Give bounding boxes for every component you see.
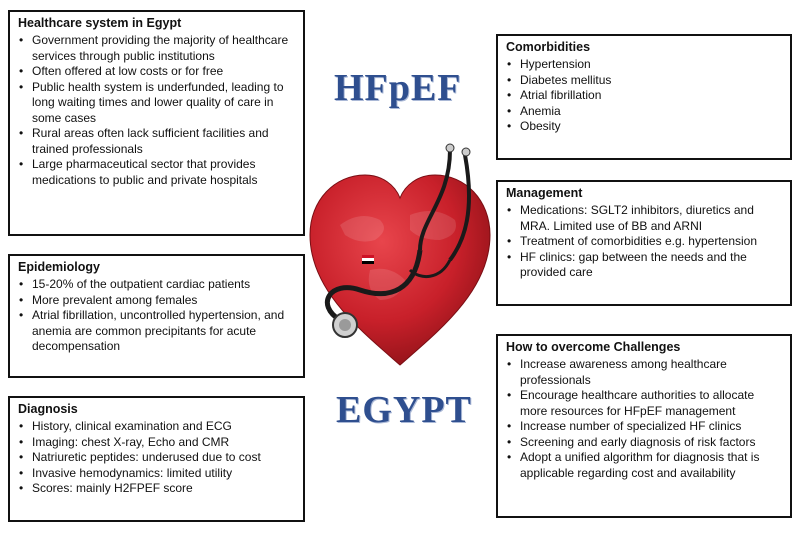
challenges-title: How to overcome Challenges	[506, 340, 681, 354]
list-item: • Obesity	[506, 119, 782, 135]
heart-with-stethoscope-icon	[300, 130, 500, 380]
list-item: • Medications: SGLT2 inhibitors, diuretics and MRA. Limited use of BB and ARNI	[506, 203, 782, 234]
list-item: • Increase number of specialized HF clinics	[506, 419, 782, 435]
hfpef-title: HFpEF	[334, 67, 462, 109]
list-item: • Often offered at low costs or for free	[18, 64, 295, 80]
list-item: • Hypertension	[506, 57, 782, 73]
list-item: • More prevalent among females	[18, 293, 295, 309]
list-item: • Public health system is underfunded, leading to long waiting times and lower quality of care in some cases	[18, 80, 295, 127]
epidemiology-list	[18, 277, 295, 355]
list-item: • Imaging: chest X-ray, Echo and CMR	[18, 435, 295, 451]
challenges-list	[506, 357, 782, 481]
list-item: • Encourage healthcare authorities to allocate more resources for HFpEF management	[506, 388, 782, 419]
list-item: • Atrial fibrillation, uncontrolled hypertension, and anemia are common precipitants for acute decompensation	[18, 308, 295, 355]
list-item: • History, clinical examination and ECG	[18, 419, 295, 435]
list-item: • Anemia	[506, 104, 782, 120]
healthcare-system-box	[8, 10, 305, 236]
management-box	[496, 180, 792, 306]
list-item: • Increase awareness among healthcare professionals	[506, 357, 782, 388]
list-item: • HF clinics: gap between the needs and the provided care	[506, 250, 782, 281]
list-item: • Diabetes mellitus	[506, 73, 782, 89]
list-item: • Rural areas often lack sufficient facilities and trained professionals	[18, 126, 295, 157]
comorbidities-box	[496, 34, 792, 160]
challenges-box	[496, 334, 792, 518]
heart-shape	[310, 175, 490, 365]
list-item: • Atrial fibrillation	[506, 88, 782, 104]
healthcare-system-list	[18, 33, 295, 188]
epidemiology-box	[8, 254, 305, 378]
list-item: • Treatment of comorbidities e.g. hypertension	[506, 234, 782, 250]
comorbidities-list	[506, 57, 782, 135]
egypt-flag-icon	[362, 255, 374, 264]
diagnosis-list	[18, 419, 295, 497]
list-item: • Natriuretic peptides: underused due to cost	[18, 450, 295, 466]
list-item: • Screening and early diagnosis of risk factors	[506, 435, 782, 451]
list-item: • Government providing the majority of healthcare services through public institutions	[18, 33, 295, 64]
management-list	[506, 203, 782, 281]
healthcare-system-title: Healthcare system in Egypt	[18, 16, 182, 30]
list-item: • Scores: mainly H2FPEF score	[18, 481, 295, 497]
egypt-title: EGYPT	[336, 389, 472, 431]
list-item: • Large pharmaceutical sector that provides medications to public and private hospitals	[18, 157, 295, 188]
comorbidities-title: Comorbidities	[506, 40, 591, 54]
management-title: Management	[506, 186, 583, 200]
diagnosis-title: Diagnosis	[18, 402, 78, 416]
list-item: • 15-20% of the outpatient cardiac patients	[18, 277, 295, 293]
epidemiology-title: Epidemiology	[18, 260, 100, 274]
list-item: • Invasive hemodynamics: limited utility	[18, 466, 295, 482]
diagnosis-box	[8, 396, 305, 522]
list-item: • Adopt a unified algorithm for diagnosis that is applicable regarding cost and availability	[506, 450, 782, 481]
